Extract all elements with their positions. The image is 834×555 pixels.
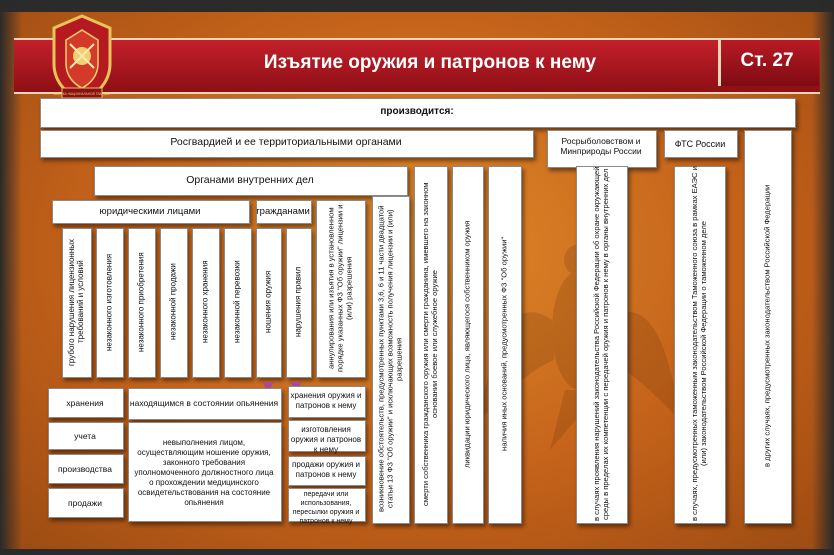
- reason-column-text: наличия иных оснований, предусмотренных ФЗ "Об оружии": [499, 236, 509, 452]
- rosrybolovstvo-column-text: в случаях проявления нарушений законодательства Российской Федерации об охране окружающей среды в пределах их компетенции с передачей оружия и патронов к нему в органы внутренних дел: [592, 166, 610, 522]
- internal-affairs-label: Органами внутренних дел: [186, 174, 314, 186]
- annulment-column-text: аннулирования или изъятия в установленном порядке указанных ФЗ "Об оружии" лицензии и (или) разрешения: [326, 204, 354, 372]
- rosrybolovstvo-label: Росрыболовством и Минприроды России: [560, 136, 642, 156]
- legal-violation-label: учета: [74, 431, 96, 441]
- legal-violation-label: производства: [58, 464, 112, 474]
- legal-column-text: грубого нарушения лицензионных требований и условий: [67, 238, 85, 366]
- reason-column-text: смерти собственника гражданского оружия или смерти гражданина, имевшего на законном основании боевое или служебное оружие: [421, 182, 439, 506]
- performed-by-label: производится:: [380, 106, 454, 117]
- national-guard-emblem: [50, 14, 114, 104]
- article-number: Ст. 27: [740, 50, 794, 71]
- legal-violation-label: хранения: [66, 398, 104, 408]
- other-cases-column-text: в других случаях, предусмотренных законодательством Российской Федерации: [762, 184, 772, 468]
- citizen-column-text: нарушения правил: [293, 266, 303, 338]
- intoxication-header-label: находящимся в состоянии опьянения: [129, 398, 279, 408]
- citizen-violation-label: продажи оружия и патронов к нему: [292, 460, 360, 479]
- citizens-label: гражданами: [256, 206, 310, 217]
- legal-column-text: незаконного хранения: [200, 260, 210, 344]
- reason-column-text: возникновение обстоятельств, предусмотренных пунктами 3,6, 6 и 11 части двадцатой статьи 13 ФЗ "Об оружии" и исключающих возможность получения лицензии и (или) разрешения: [376, 205, 404, 513]
- legal-violation-label: продажи: [68, 498, 102, 508]
- citizen-violation-label: передачи или использования, пересылки оружия и патронов к нему: [292, 491, 360, 525]
- legal-entities-label: юридическими лицами: [99, 206, 201, 217]
- citizen-column-text: ношения оружия: [263, 270, 273, 334]
- legal-column-text: незаконной продажи: [168, 263, 178, 341]
- reason-column-text: ликвидации юридического лица, являющегося собственником оружия: [462, 220, 472, 468]
- citizen-violation-label: изготовления оружия и патронов к нему: [290, 425, 362, 454]
- fts-label: ФТС России: [674, 139, 726, 149]
- citizen-violation-label: хранения оружия и патронов к нему: [290, 391, 362, 410]
- bottom-dark-band: [0, 549, 834, 555]
- rosgvardia-label: Росгвардией и ее территориальными органами: [170, 136, 402, 148]
- fts-column-text: в случаях, предусмотренных таможенным законодательством Таможенного союза в рамках ЕАЭС и (или) законодательством Российской Федерации о таможенном деле: [690, 166, 708, 522]
- top-dark-band: [0, 0, 834, 12]
- legal-column-text: незаконного приобретения: [136, 252, 146, 352]
- legal-column-text: незаконной перевозки: [232, 260, 242, 344]
- page-title: Изъятие оружия и патронов к нему: [263, 52, 597, 73]
- intoxication-text: невыполнения лицом, осуществляющим ношение оружия, законного требования уполномоченного должностного лица о прохождении медицинского освидетельствования на состояние опьянения: [134, 438, 274, 507]
- legal-column-text: незаконного изготовления: [104, 253, 114, 351]
- svg-text:ВОЙСКА НАЦИОНАЛЬНОЙ ГВАРДИИ: ВОЙСКА НАЦИОНАЛЬНОЙ ГВАРДИИ: [53, 92, 111, 96]
